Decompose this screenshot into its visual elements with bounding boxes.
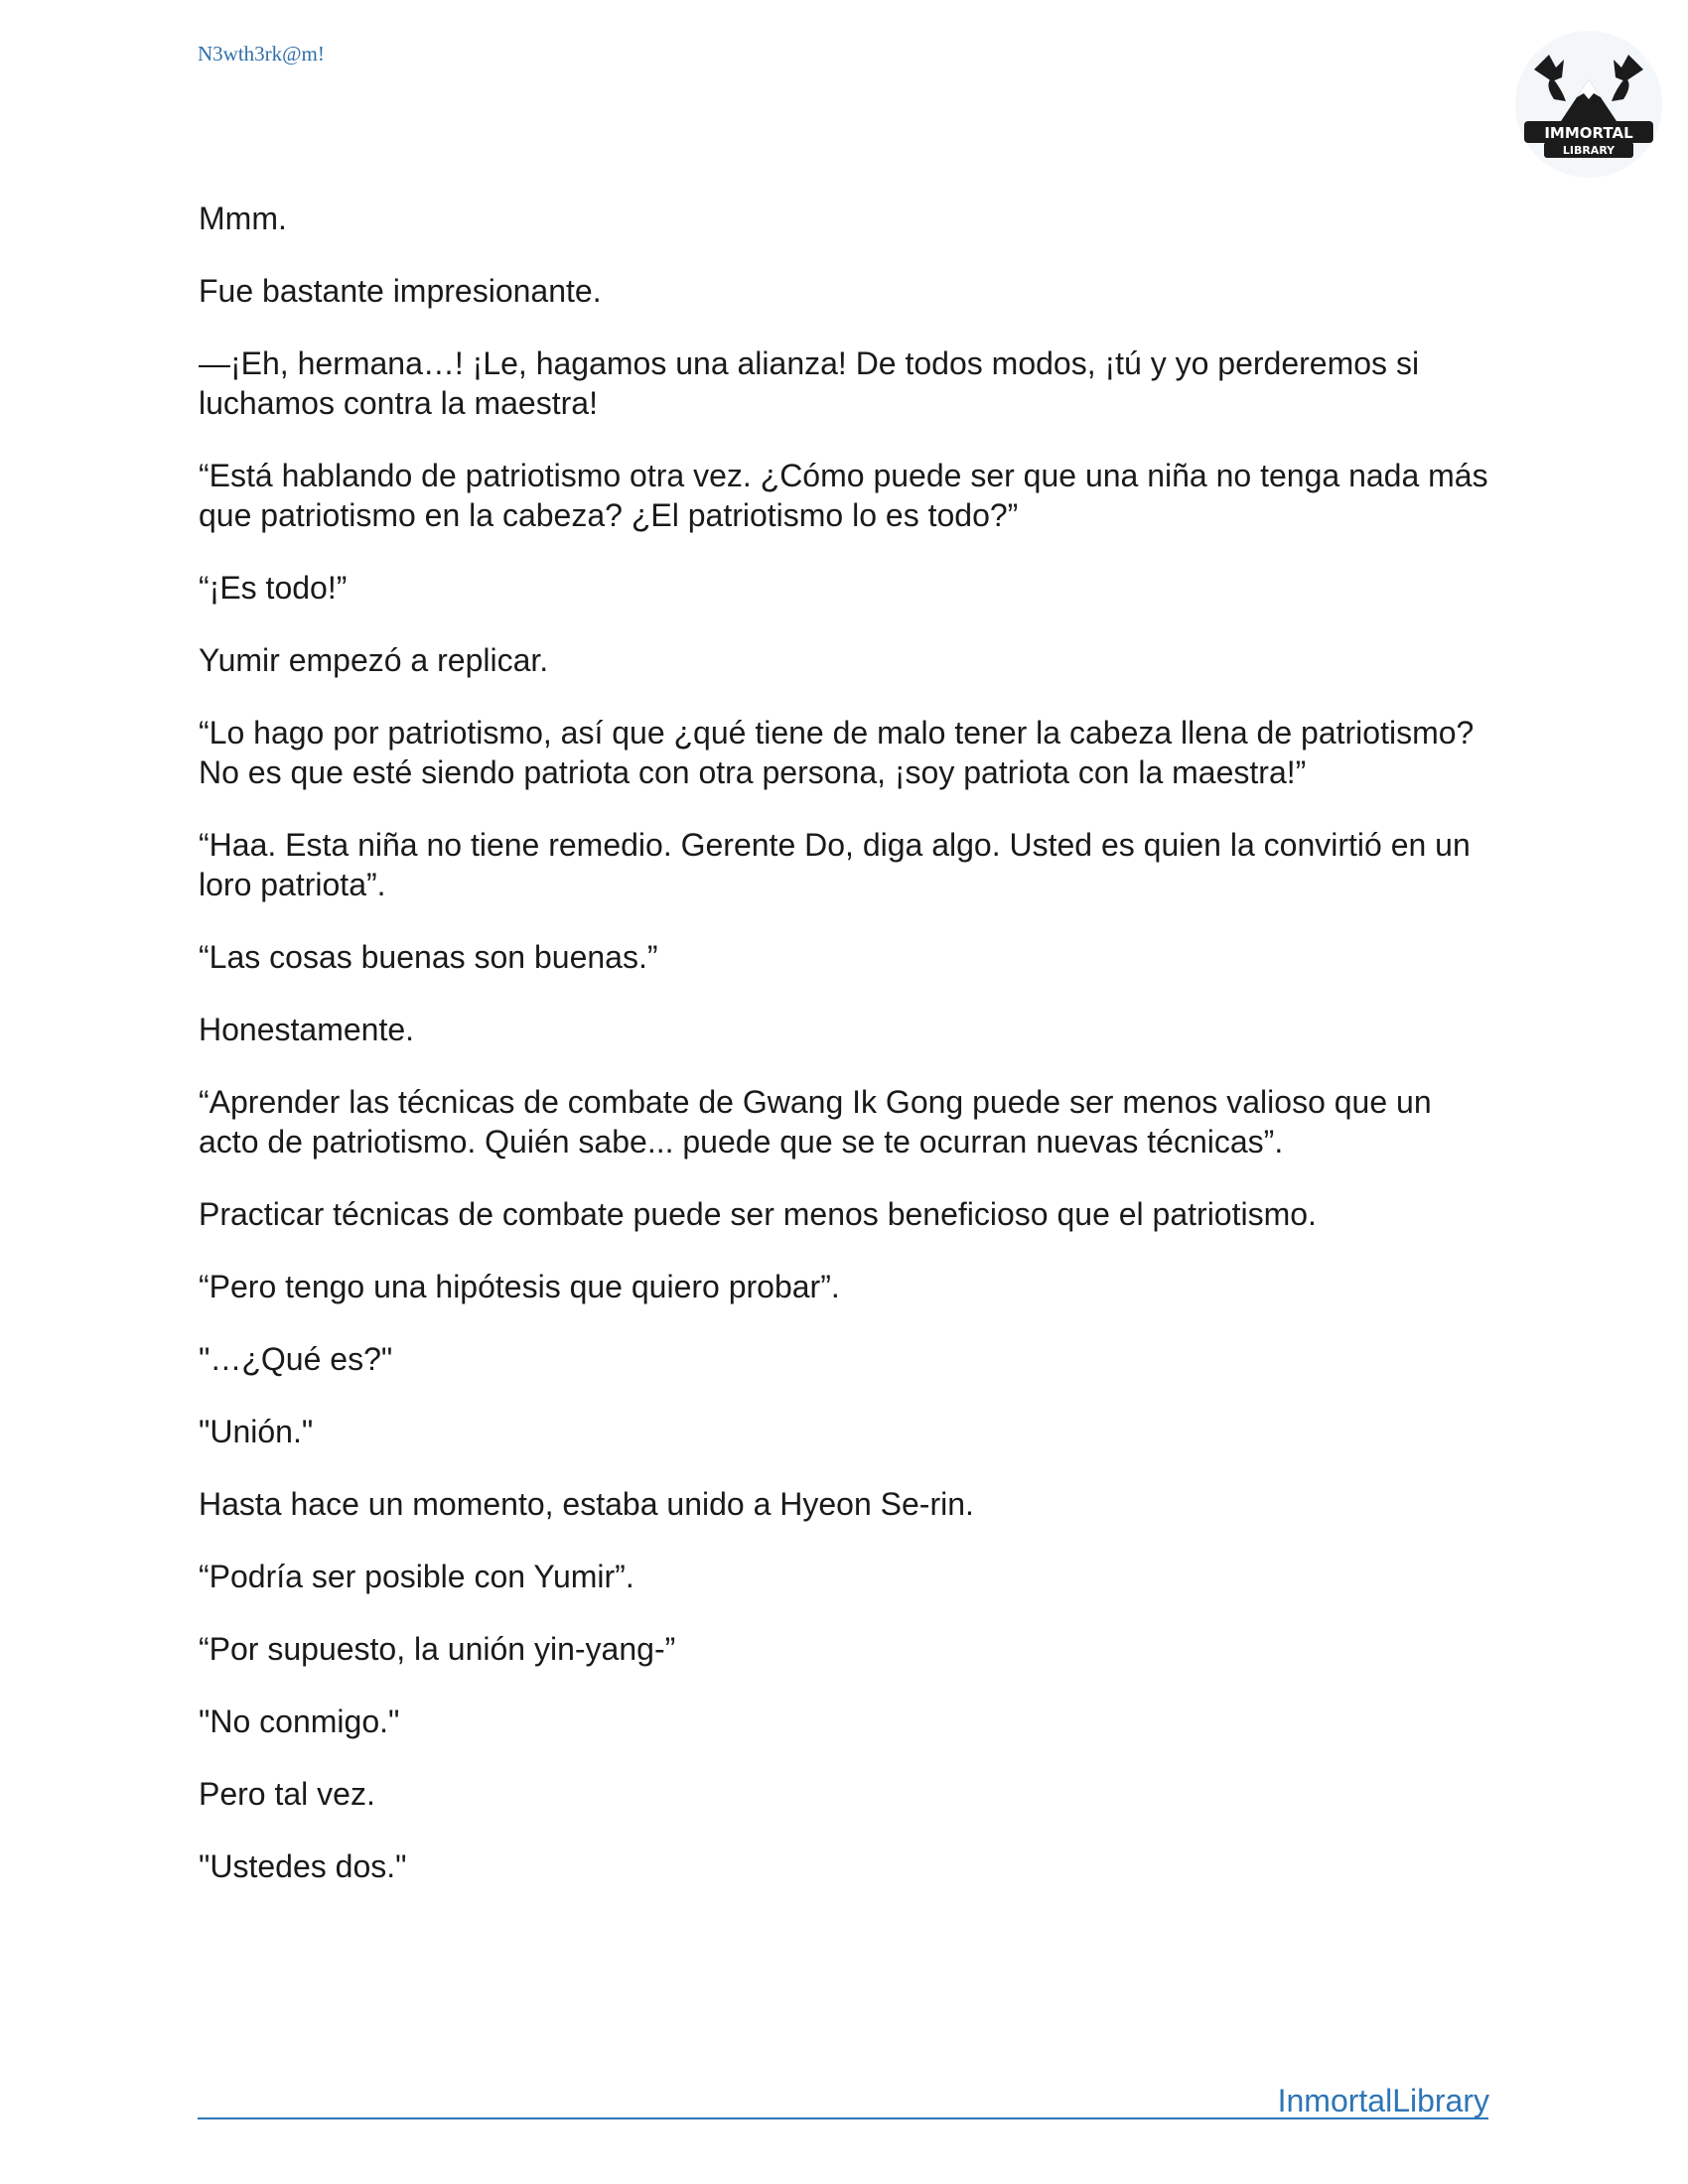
paragraph: “Está hablando de patriotismo otra vez. ¿Cómo puede ser que una niña no tenga nada más que patriotismo en la cabeza? ¿El patriotismo lo es todo?” — [199, 458, 1488, 533]
logo-text-bottom: LIBRARY — [1562, 144, 1616, 157]
immortal-library-logo — [1514, 30, 1663, 179]
paragraph: Hasta hace un momento, estaba unido a Hyeon Se-rin. — [199, 1486, 974, 1522]
document-body — [199, 199, 1489, 1919]
paragraph: “Las cosas buenas son buenas.” — [199, 939, 658, 975]
paragraph: Practicar técnicas de combate puede ser menos beneficioso que el patriotismo. — [199, 1196, 1317, 1232]
paragraph: "…¿Qué es?" — [199, 1341, 393, 1377]
paragraph: —¡Eh, hermana…! ¡Le, hagamos una alianza! De todos modos, ¡tú y yo perderemos si luchamos contra la maestra! — [199, 345, 1420, 421]
paragraph: “Podría ser posible con Yumir”. — [199, 1559, 634, 1594]
logo-emblem-icon — [1514, 30, 1663, 179]
paragraph: Honestamente. — [199, 1012, 415, 1047]
paragraph: "Ustedes dos." — [199, 1848, 407, 1884]
logo-text-top: IMMORTAL — [1544, 124, 1633, 142]
paragraph: "Unión." — [199, 1414, 314, 1449]
footer-library-link[interactable]: InmortalLibrary — [1277, 2083, 1489, 2118]
paragraph: Pero tal vez. — [199, 1776, 375, 1812]
paragraph: “Por supuesto, la unión yin-yang-” — [199, 1631, 676, 1667]
paragraph: “Aprender las técnicas de combate de Gwang Ik Gong puede ser menos valioso que un acto de patriotismo. Quién sabe... puede que se te ocurran nuevas técnicas”. — [199, 1084, 1432, 1160]
paragraph: “Haa. Esta niña no tiene remedio. Gerente Do, diga algo. Usted es quien la convirtió en un loro patriota”. — [199, 827, 1471, 902]
paragraph: “Pero tengo una hipótesis que quiero probar”. — [199, 1269, 840, 1304]
paragraph: “Lo hago por patriotismo, así que ¿qué tiene de malo tener la cabeza llena de patriotismo? No es que esté siendo patriota con otra persona, ¡soy patriota con la maestra!” — [199, 715, 1475, 790]
header-watermark-text: N3wth3rk@m! — [198, 42, 325, 66]
paragraph: Yumir empezó a replicar. — [199, 642, 549, 678]
paragraph: “¡Es todo!” — [199, 570, 348, 606]
paragraph: Fue bastante impresionante. — [199, 273, 602, 309]
paragraph: Mmm. — [199, 201, 287, 236]
paragraph: "No conmigo." — [199, 1704, 400, 1739]
